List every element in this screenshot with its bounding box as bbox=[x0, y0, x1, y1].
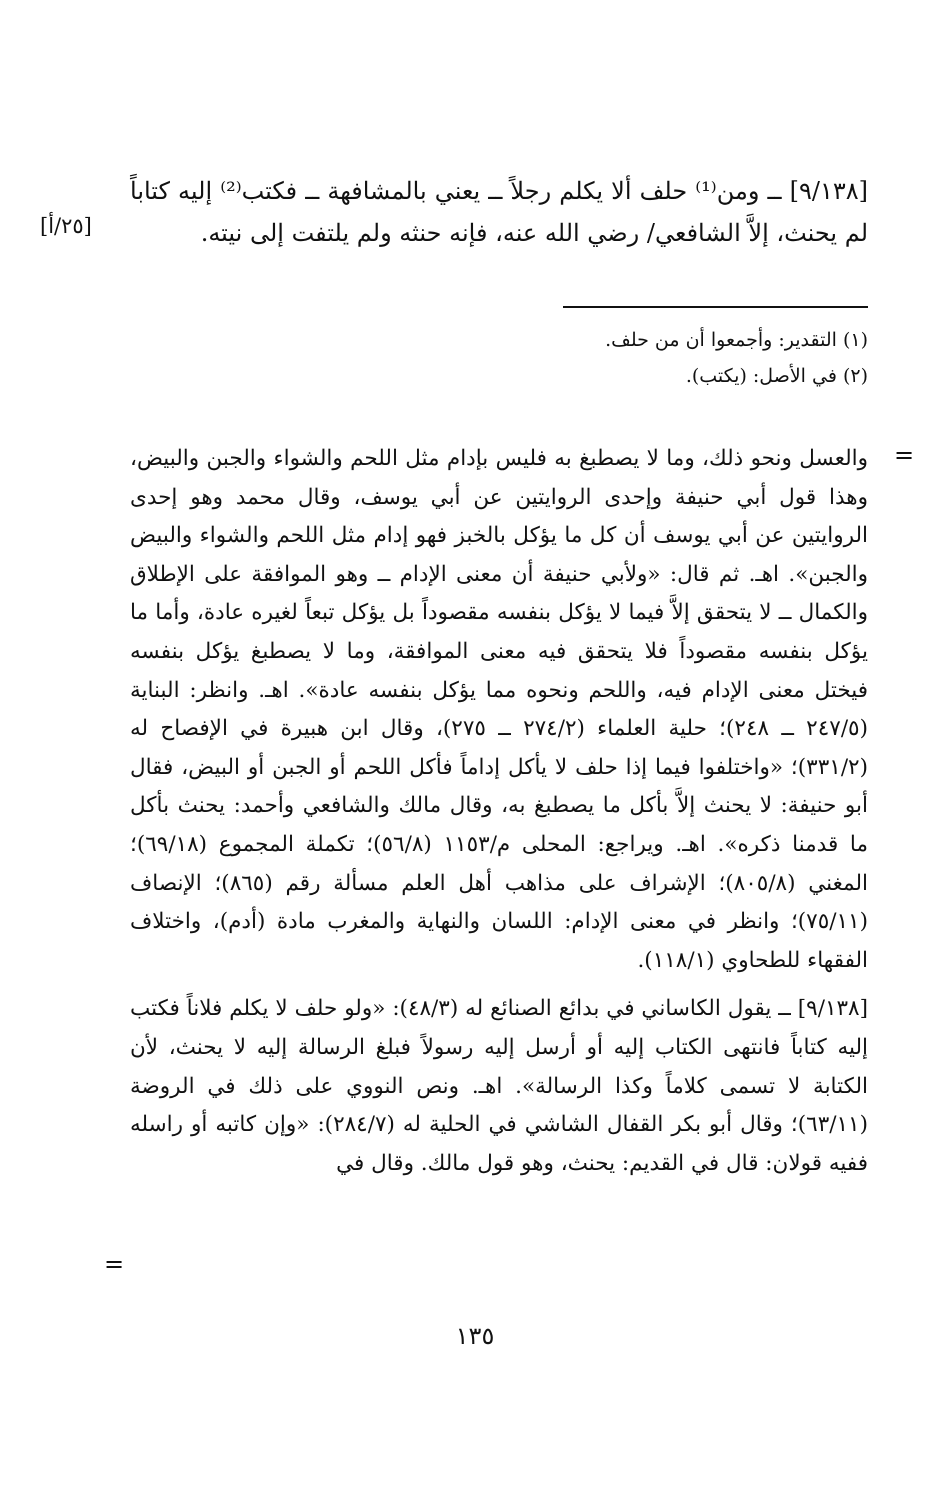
folio-marker: [٢٥/أ] bbox=[40, 214, 92, 238]
footnotes bbox=[300, 322, 868, 394]
footnote-separator bbox=[563, 306, 868, 308]
continuation-marker-top: = bbox=[894, 441, 915, 469]
footnote-1: (١) التقدير: وأجمعوا أن من حلف. bbox=[605, 329, 868, 351]
page-number: ١٣٥ bbox=[455, 1322, 495, 1350]
commentary-block-1: والعسل ونحو ذلك، وما لا يصطبغ به فليس بإدام مثل اللحم والشواء والجبن والبيض، وهذا قول أبي حنيفة وإحدى الروايتين عن أبي يوسف، وقال محمد وهو إحدى الروايتين عن أبي يوسف أن كل ما يؤكل بالخبز فهو إدام مثل اللحم والشواء والبيض والجبن». اهـ. ثم قال: «ولأبي حنيفة أن معنى الإدام ــ وهو الموافقة على الإطلاق والكمال ــ لا يتحقق إلاَّ فيما لا يؤكل بنفسه مقصوداً بل يؤكل تبعاً لغيره عادة، وأما ما يؤكل بنفسه مقصوداً فلا يتحقق فيه معنى الموافقة، وما لا يصطبغ يؤكل بنفسه فيختل معنى الإدام فيه، واللحم ونحوه مما يؤكل بنفسه عادة». اهـ. وانظر: البناية (٢٤٧/٥ ــ ٢٤٨)؛ حلية العلماء (٢٧٤/٢ ــ ٢٧٥)، وقال ابن هبيرة في الإفصاح له (٣٣١/٢)؛ «واختلفوا فيما إذا حلف لا يأكل إداماً فأكل اللحم أو الجبن أو البيض، فقال أبو حنيفة: لا يحنث إلاَّ بأكل ما يصطبغ به، وقال مالك والشافعي وأحمد: يحنث بأكل ما قدمنا ذكره». اهـ. ويراجع: المحلى م/١١٥٣ (٥٦/٨)؛ تكملة المجموع (٦٩/١٨)؛ المغني (٨٠٥/٨)؛ الإشراف على مذاهب أهل العلم مسألة رقم (٨٦٥)؛ الإنصاف (٧٥/١١)؛ وانظر في معنى الإدام: اللسان والنهاية والمغرب مادة (أدم)، واختلاف الفقهاء للطحاوي (١١٨/١). bbox=[130, 446, 868, 973]
commentary bbox=[130, 440, 868, 1189]
commentary-block-2: [٩/١٣٨] ــ يقول الكاساني في بدائع الصنائع له (٤٨/٣): «ولو حلف لا يكلم فلاناً فكتب إليه كتاباً فانتهى الكتاب إليه أو أرسل إليه رسولاً فبلغ الرسالة إليه لا يحنث، لأن الكتابة لا تسمى كلاماً وكذا الرسالة». اهـ. ونص النووي على ذلك في الروضة (٦٣/١١)؛ وقال أبو بكر القفال الشاشي في الحلية له (٢٨٤/٧): «وإن كاتبه أو راسله ففيه قولان: قال في القديم: يحنث، وهو قول مالك. وقال في bbox=[130, 996, 868, 1176]
continuation-marker-bottom: = bbox=[104, 1250, 125, 1278]
footnote-2: (٢) في الأصل: (يكتب). bbox=[685, 365, 868, 387]
main-text bbox=[130, 170, 868, 254]
main-paragraph: [٩/١٣٨] ــ ومن⁽¹⁾ حلف ألا يكلم رجلاً ــ يعني بالمشافهة ــ فكتب⁽²⁾ إليه كتاباً لم يحنث، إلاَّ الشافعي/ رضي الله عنه، فإنه حنثه ولم يلتفت إلى نيته. bbox=[130, 177, 868, 247]
